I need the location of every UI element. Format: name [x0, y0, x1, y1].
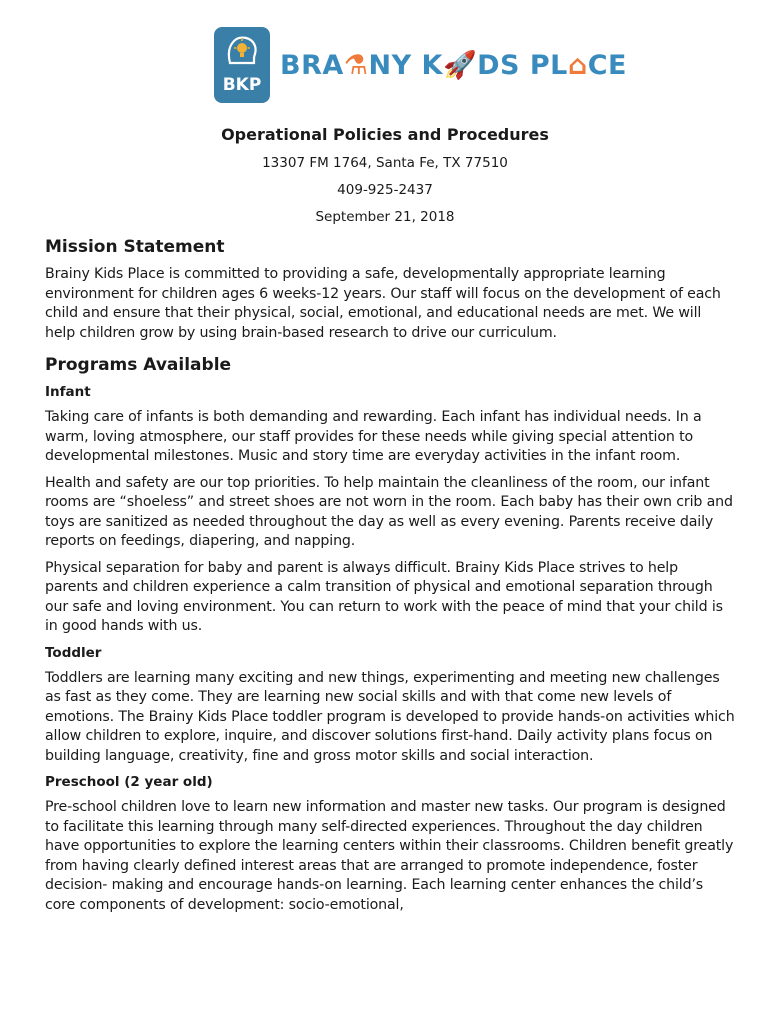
logo-word-part: BRA [280, 50, 344, 81]
logo-word-part: CE [587, 50, 627, 81]
phone-number: 409-925-2437 [337, 182, 433, 198]
address: 13307 FM 1764, Santa Fe, TX 77510 [262, 155, 508, 171]
brainy-kids-place-logo [214, 27, 627, 103]
document-body [45, 235, 735, 922]
page-title: Operational Policies and Procedures [221, 125, 549, 144]
logo-word-part: NY K [368, 50, 443, 81]
flask-icon: ⚗ [343, 50, 369, 81]
infant-paragraph: Health and safety are our top priorities. To help maintain the cleanliness of the room, our infant rooms are “shoeless” and street shoes are not worn in the room. Each baby has their own crib and toys are sanitized as needed throughout the day as well as every evening. Parents receive daily reports on feedings, diapering, and napping. [45, 474, 733, 549]
infant-paragraph: Taking care of infants is both demanding and rewarding. Each infant has individual needs. In a warm, loving atmosphere, our staff provides for these needs while giving special attention to developmental milestones. Music and story time are everyday activities in the infant room. [45, 409, 702, 464]
programs-heading: Programs Available [45, 355, 232, 375]
logo-wordmark [280, 49, 627, 81]
infant-paragraph: Physical separation for baby and parent is always difficult. Brainy Kids Place strives to help parents and children experience a calm transition of physical and emotional separation through our safe and loving environment. You can return to work with the peace of mind that your child is in good hands with us. [45, 559, 723, 634]
rocket-icon: 🚀 [442, 50, 478, 81]
house-icon: ⌂ [567, 50, 588, 81]
preschool-heading: Preschool (2 year old) [45, 774, 213, 790]
infant-heading: Infant [45, 384, 91, 400]
mission-heading: Mission Statement [45, 237, 225, 257]
preschool-paragraph: Pre-school children love to learn new information and master new tasks. Our program is designed to facilitate this learning through many self-directed experiences. Throughout the day children have opportunities to explore the learning centers within their classrooms. Children benefit greatly from having clearly defined interest areas that are arranged to promote independence, foster decision- making and encourage hands-on learning. Each learning center enhances the child’s core components of development: socio-emotional, [45, 799, 734, 913]
logo-badge [214, 27, 270, 103]
document-date: September 21, 2018 [315, 209, 455, 225]
head-lightbulb-icon [224, 33, 260, 69]
toddler-heading: Toddler [45, 644, 102, 661]
toddler-paragraph: Toddlers are learning many exciting and new things, experimenting and meeting new challenges as fast as they come. They are learning new social skills and with that come new levels of emotions. The Brainy Kids Place toddler program is developed to provide hands-on activities which allow children to explore, inquire, and discover solutions first-hand. Daily activity plans focus on building language, creativity, fine and gross motor skills and social interaction. [45, 669, 735, 764]
logo-word-part: DS PL [477, 50, 568, 81]
mission-text: Brainy Kids Place is committed to providing a safe, developmentally appropriate learning environment for children ages 6 weeks-12 years. Our staff will focus on the development of each child and ensure that their physical, social, emotional, and educational needs are met. We will help children grow by using brain-based research to drive our curriculum. [45, 266, 721, 341]
logo-badge-text: BKP [222, 75, 262, 95]
